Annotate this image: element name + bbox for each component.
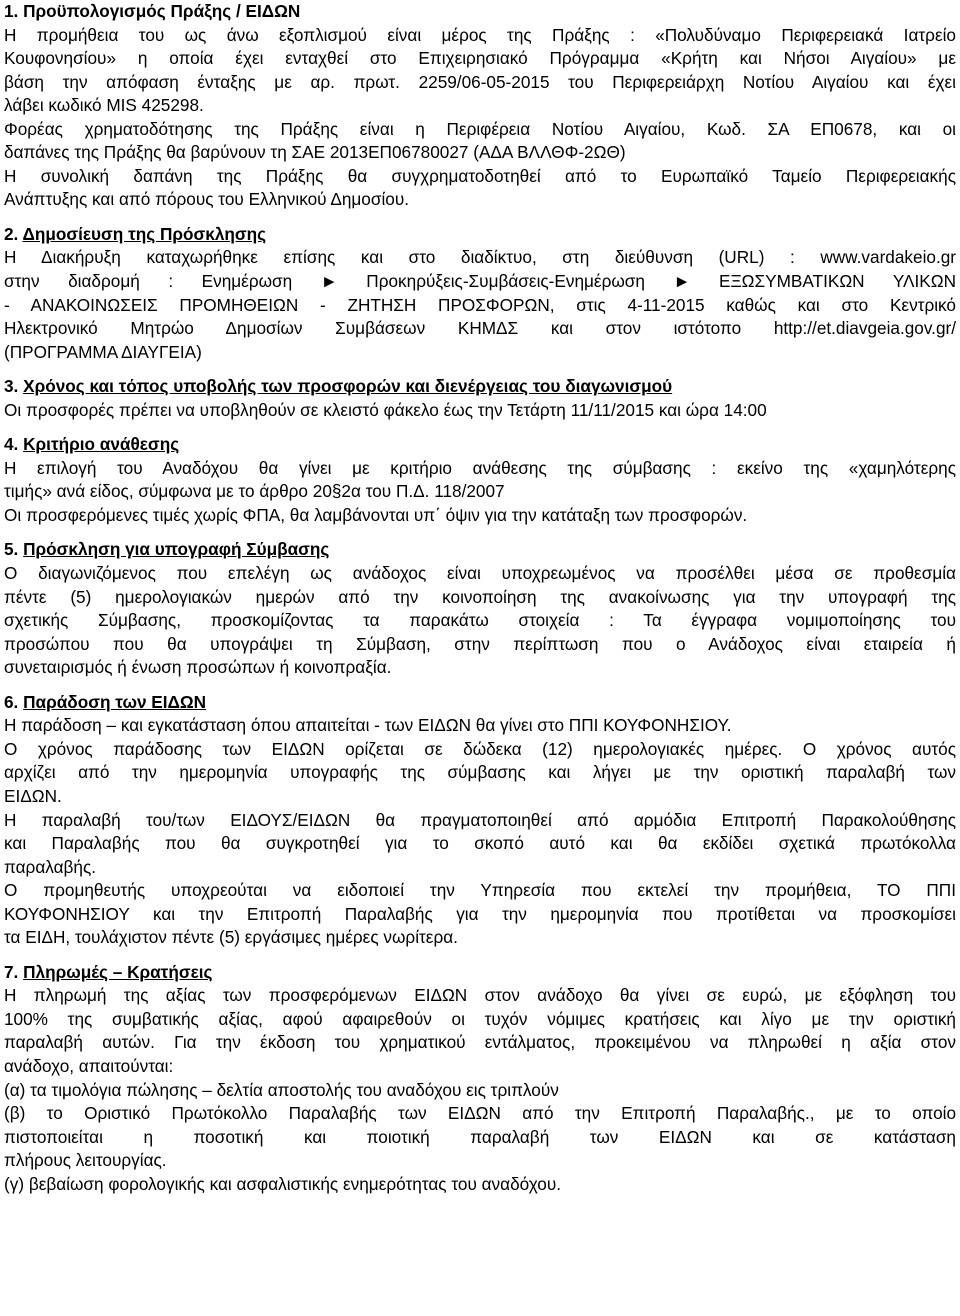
paragraph-line: παραλαβής. bbox=[4, 856, 97, 877]
paragraph-line: προσώπου που θα υπογράψει τη Σύμβαση, στην περίπτωση που ο Ανάδοχος είναι εταιρεία ή bbox=[4, 633, 956, 654]
paragraph-line: Η πληρωμή της αξίας των προσφερόμενων ΕΙΔΩΝ στον ανάδοχο θα γίνει σε ευρώ, με εξόφληση του bbox=[4, 985, 956, 1006]
section-title: Πρόσκληση για υπογραφή Σύμβασης bbox=[23, 539, 330, 560]
paragraph-line: βάση την απόφαση ένταξης με αρ. πρωτ. 2259/06-05-2015 του Περιφερειάρχη Νοτίου Αιγαίου και έχει bbox=[4, 71, 956, 92]
section-title: Κριτήριο ανάθεσης bbox=[23, 434, 180, 455]
section-heading bbox=[4, 433, 956, 457]
section-body bbox=[4, 399, 956, 423]
paragraph-line: (γ) βεβαίωση φορολογικής και ασφαλιστικής ενημερότητας του αναδόχου. bbox=[4, 1173, 562, 1194]
paragraph-line: ανάδοχο, απαιτούνται: bbox=[4, 1055, 174, 1076]
paragraph-line: - ΑΝΑΚΟΙΝΩΣΕΙΣ ΠΡΟΜΗΘΕΙΩΝ - ΖΗΤΗΣΗ ΠΡΟΣΦΟΡΩΝ, στις 4-11-2015 καθώς και στο Κεντρικό bbox=[4, 294, 956, 315]
section-title: Χρόνος και τόπος υποβολής των προσφορών και διενέργειας του διαγωνισμού bbox=[23, 376, 673, 397]
paragraph-line: 100% της συμβατικής αξίας, αφού αφαιρεθούν οι τυχόν νόμιμες κρατήσεις και λίγο με την οριστική bbox=[4, 1008, 956, 1029]
section-heading bbox=[4, 0, 956, 24]
section-body bbox=[4, 457, 956, 528]
paragraph-line: Οι προσφορές πρέπει να υποβληθούν σε κλειστό φάκελο έως την Τετάρτη 11/11/2015 και ώρα 14:00 bbox=[4, 399, 767, 420]
paragraph-line: συνεταιρισμός ή ένωση προσώπων ή κοινοπραξία. bbox=[4, 657, 392, 678]
paragraph-line: Ο προμηθευτής υποχρεούται να ειδοποιεί την Υπηρεσία που εκτελεί την προμήθεια, ΤΟ ΠΠΙ bbox=[4, 880, 956, 901]
section-heading bbox=[4, 691, 956, 715]
paragraph-line: λάβει κωδικό MIS 425298. bbox=[4, 95, 204, 116]
section-number: 1. bbox=[4, 1, 19, 21]
paragraph-line: Οι προσφερόμενες τιμές χωρίς ΦΠΑ, θα λαμβάνονται υπ΄ όψιν για την κατάταξη των προσφορών. bbox=[4, 504, 748, 525]
paragraph-line: τιμής» ανά είδος, σύμφωνα με το άρθρο 20§2α του Π.Δ. 118/2007 bbox=[4, 481, 505, 502]
paragraph-line: δαπάνες της Πράξης θα βαρύνουν τη ΣΑΕ 2013ΕΠ06780027 (ΑΔΑ ΒΛΛΘΦ-2ΩΘ) bbox=[4, 142, 626, 163]
paragraph-line: Η προμήθεια του ως άνω εξοπλισμού είναι μέρος της Πράξης : «Πολυδύναμο Περιφερειακά Ιατρείο bbox=[4, 24, 956, 45]
section-body bbox=[4, 714, 956, 949]
section-heading bbox=[4, 375, 956, 399]
paragraph-line: πέντε (5) ημερολογιακών ημερών από την κοινοποίηση της ανακοίνωσης για την υπογραφή της bbox=[4, 586, 956, 607]
section-title: Παράδοση των ΕΙΔΩΝ bbox=[23, 691, 207, 712]
section-number: 2. bbox=[4, 223, 19, 244]
paragraph-line: Η Διακήρυξη καταχωρήθηκε επίσης και στο διαδίκτυο, στη διεύθυνση (URL) : www.vardakeio.gr bbox=[4, 247, 956, 268]
section-heading bbox=[4, 223, 956, 247]
paragraph-line: και Παραλαβής που θα συγκροτηθεί για το σκοπό αυτό και θα εκδίδει σχετικά πρωτόκολλα bbox=[4, 833, 956, 854]
section-title: Δημοσίευση της Πρόσκλησης bbox=[22, 223, 267, 244]
section-7 bbox=[4, 961, 956, 1196]
paragraph-line: πλήρους λειτουργίας. bbox=[4, 1150, 167, 1171]
paragraph-line: στην διαδρομή : Ενημέρωση ► Προκηρύξεις-Συμβάσεις-Ενημέρωση ► ΕΞΩΣΥΜΒΑΤΙΚΩΝ ΥΛΙΚΩΝ bbox=[4, 271, 956, 292]
section-title: Πληρωμές – Κρατήσεις bbox=[23, 961, 213, 982]
paragraph-line: (β) το Οριστικό Πρωτόκολλο Παραλαβής των ΕΙΔΩΝ από την Επιτροπή Παραλαβής., με το οποίο bbox=[4, 1103, 956, 1124]
section-3 bbox=[4, 375, 956, 422]
paragraph-line: σχετικής Σύμβασης, προσκομίζοντας τα παρακάτω στοιχεία : Τα έγγραφα νομιμοποίησης του bbox=[4, 610, 956, 631]
section-number: 3. bbox=[4, 376, 19, 397]
paragraph-line: Η συνολική δαπάνη της Πράξης θα συγχρηματοδοτηθεί από το Ευρωπαϊκό Ταμείο Περιφερειακής bbox=[4, 165, 956, 186]
section-number: 7. bbox=[4, 961, 19, 982]
paragraph-line: Ηλεκτρονικό Μητρώο Δημοσίων Συμβάσεων ΚΗΜΔΣ και στον ιστότοπο http://et.diavgeia.gov.gr/ bbox=[4, 318, 956, 339]
section-4 bbox=[4, 433, 956, 527]
paragraph-line: Ανάπτυξης και από πόρους του Ελληνικού Δημοσίου. bbox=[4, 189, 410, 210]
paragraph-line: τα ΕΙΔΗ, τουλάχιστον πέντε (5) εργάσιμες ημέρες νωρίτερα. bbox=[4, 927, 458, 948]
section-body bbox=[4, 246, 956, 364]
paragraph-line: παραλαβή αυτών. Για την έκδοση του χρηματικού εντάλματος, προκειμένου να πληρωθεί η αξία στον bbox=[4, 1032, 956, 1053]
section-number: 5. bbox=[4, 539, 19, 560]
paragraph-line: (α) τα τιμολόγια πώλησης – δελτία αποστολής του αναδόχου εις τριπλούν bbox=[4, 1079, 559, 1100]
paragraph-line: Η παράδοση – και εγκατάσταση όπου απαιτείται - των ΕΙΔΩΝ θα γίνει στο ΠΠΙ ΚΟΥΦΟΝΗΣΙΟΥ. bbox=[4, 715, 732, 736]
paragraph-line: Κουφονησίου» η οποία έχει ενταχθεί στο Επιχειρησιακό Πρόγραμμα «Κρήτη και Νήσοι Αιγαίου» με bbox=[4, 48, 956, 69]
paragraph-line: Ο χρόνος παράδοσης των ΕΙΔΩΝ ορίζεται σε δώδεκα (12) ημερολογιακές ημέρες. Ο χρόνος αυτός bbox=[4, 738, 956, 759]
paragraph-line: (ΠΡΟΓΡΑΜΜΑ ΔΙΑΥΓΕΙΑ) bbox=[4, 341, 202, 362]
section-heading bbox=[4, 538, 956, 562]
paragraph-line: Ο διαγωνιζόμενος που επελέγη ως ανάδοχος είναι υποχρεωμένος να προσέλθει μέσα σε προθεσμία bbox=[4, 563, 956, 584]
section-heading bbox=[4, 961, 956, 985]
section-body bbox=[4, 24, 956, 212]
section-2 bbox=[4, 223, 956, 364]
paragraph-line: ΚΟΥΦΟΝΗΣΙΟΥ και την Επιτροπή Παραλαβής για την ημερομηνία που προτίθεται να προσκομίσει bbox=[4, 903, 956, 924]
paragraph-line: Φορέας χρηματοδότησης της Πράξης είναι η Περιφέρεια Νοτίου Αιγαίου, Κωδ. ΣΑ ΕΠ0678, και οι bbox=[4, 118, 956, 139]
section-6 bbox=[4, 691, 956, 950]
section-5 bbox=[4, 538, 956, 679]
paragraph-line: ΕΙΔΩΝ. bbox=[4, 785, 62, 806]
section-title: Προϋπολογισμός Πράξης / ΕΙΔΩΝ bbox=[23, 1, 301, 21]
paragraph-line: Η παραλαβή του/των ΕΙΔΟΥΣ/ΕΙΔΩΝ θα πραγματοποιηθεί από αρμόδια Επιτροπή Παρακολούθησης bbox=[4, 809, 956, 830]
section-number: 4. bbox=[4, 434, 19, 455]
paragraph-line: πιστοποιείται η ποσοτική και ποιοτική παραλαβή των ΕΙΔΩΝ και σε κατάσταση bbox=[4, 1126, 956, 1147]
paragraph-line: αρχίζει από την ημερομηνία υπογραφής της σύμβασης και λήγει με την οριστική παραλαβή των bbox=[4, 762, 956, 783]
section-1 bbox=[4, 0, 956, 212]
paragraph-line: Η επιλογή του Αναδόχου θα γίνει με κριτήριο ανάθεσης της σύμβασης : εκείνο της «χαμηλότερης bbox=[4, 457, 956, 478]
section-number: 6. bbox=[4, 691, 19, 712]
section-body bbox=[4, 984, 956, 1196]
section-body bbox=[4, 562, 956, 680]
